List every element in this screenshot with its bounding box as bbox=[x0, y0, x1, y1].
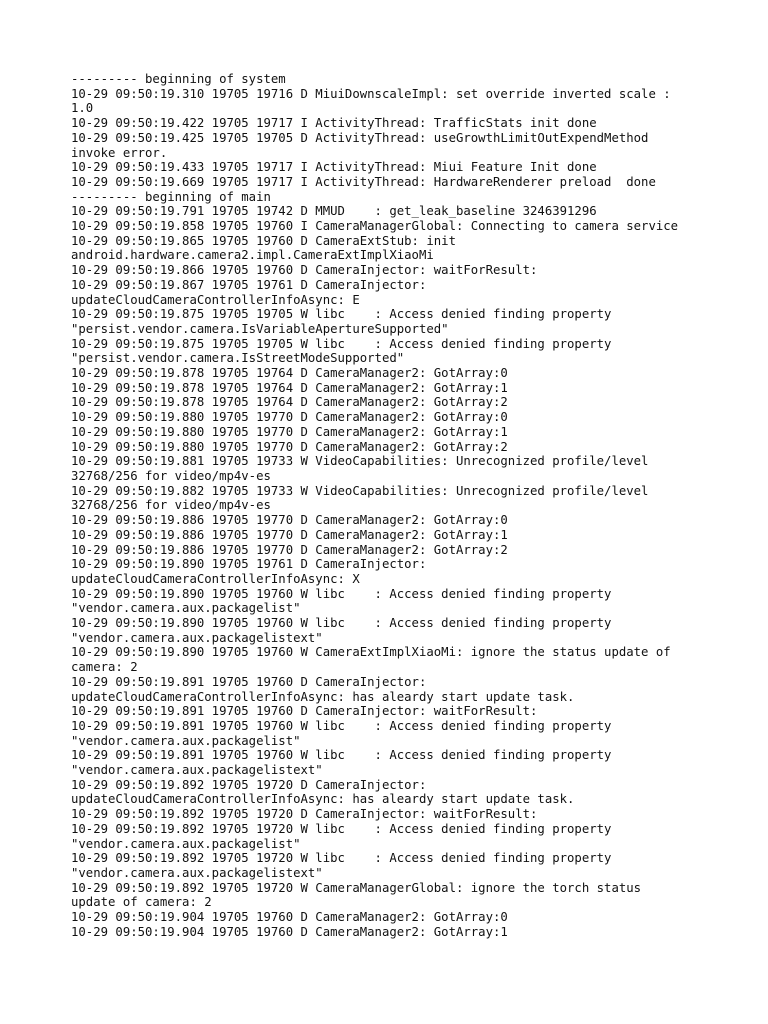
log-line: android.hardware.camera2.impl.CameraExtImplXiaoMi bbox=[71, 248, 434, 263]
log-line: 10-29 09:50:19.886 19705 19770 D CameraManager2: GotArray:1 bbox=[71, 527, 508, 542]
log-line: 10-29 09:50:19.858 19705 19760 I CameraManagerGlobal: Connecting to camera service bbox=[71, 219, 679, 234]
log-line: updateCloudCameraControllerInfoAsync: X bbox=[71, 571, 360, 586]
log-line: 10-29 09:50:19.881 19705 19733 W VideoCapabilities: Unrecognized profile/level bbox=[71, 454, 649, 469]
log-line: 10-29 09:50:19.669 19705 19717 I ActivityThread: HardwareRenderer preload done bbox=[71, 174, 656, 189]
log-line: 10-29 09:50:19.880 19705 19770 D CameraManager2: GotArray:0 bbox=[71, 410, 508, 425]
log-line: 10-29 09:50:19.310 19705 19716 D MiuiDownscaleImpl: set override inverted scale : bbox=[71, 86, 671, 101]
log-line: "vendor.camera.aux.packagelistext" bbox=[71, 763, 323, 778]
log-line: 10-29 09:50:19.904 19705 19760 D CameraManager2: GotArray:0 bbox=[71, 910, 508, 925]
log-line: 10-29 09:50:19.891 19705 19760 D CameraInjector: bbox=[71, 674, 427, 689]
log-line: 10-29 09:50:19.791 19705 19742 D MMUD : get_leak_baseline 3246391296 bbox=[71, 204, 597, 219]
log-line: 10-29 09:50:19.904 19705 19760 D CameraManager2: GotArray:1 bbox=[71, 924, 508, 939]
log-line: updateCloudCameraControllerInfoAsync: has aleardy start update task. bbox=[71, 689, 575, 704]
log-line: updateCloudCameraControllerInfoAsync: has aleardy start update task. bbox=[71, 792, 575, 807]
log-line: 10-29 09:50:19.867 19705 19761 D CameraInjector: bbox=[71, 277, 427, 292]
log-line: 32768/256 for video/mp4v-es bbox=[71, 468, 271, 483]
log-line: 10-29 09:50:19.886 19705 19770 D CameraManager2: GotArray:2 bbox=[71, 542, 508, 557]
log-line: "vendor.camera.aux.packagelistext" bbox=[71, 865, 323, 880]
log-line: 10-29 09:50:19.866 19705 19760 D CameraInjector: waitForResult: bbox=[71, 263, 538, 278]
log-line: 10-29 09:50:19.892 19705 19720 D CameraInjector: waitForResult: bbox=[71, 807, 538, 822]
log-line: 10-29 09:50:19.886 19705 19770 D CameraManager2: GotArray:0 bbox=[71, 513, 508, 528]
log-line: 10-29 09:50:19.875 19705 19705 W libc : Access denied finding property bbox=[71, 307, 612, 322]
log-line: 10-29 09:50:19.882 19705 19733 W VideoCapabilities: Unrecognized profile/level bbox=[71, 483, 649, 498]
log-line: 10-29 09:50:19.880 19705 19770 D CameraManager2: GotArray:2 bbox=[71, 439, 508, 454]
log-line: 10-29 09:50:19.890 19705 19760 W CameraExtImplXiaoMi: ignore the status update of bbox=[71, 645, 671, 660]
log-line: invoke error. bbox=[71, 145, 168, 160]
log-line: 10-29 09:50:19.890 19705 19760 W libc : Access denied finding property bbox=[71, 616, 612, 631]
log-line: 10-29 09:50:19.890 19705 19761 D CameraInjector: bbox=[71, 557, 427, 572]
log-line: "persist.vendor.camera.IsVariableApertureSupported" bbox=[71, 321, 449, 336]
log-line: 10-29 09:50:19.425 19705 19705 D ActivityThread: useGrowthLimitOutExpendMethod bbox=[71, 130, 649, 145]
log-line: --------- beginning of system bbox=[71, 72, 286, 86]
log-line: "vendor.camera.aux.packagelist" bbox=[71, 601, 301, 616]
log-line: 10-29 09:50:19.865 19705 19760 D CameraExtStub: init bbox=[71, 233, 456, 248]
log-line: "persist.vendor.camera.IsStreetModeSupported" bbox=[71, 351, 405, 366]
log-line: 10-29 09:50:19.891 19705 19760 W libc : Access denied finding property bbox=[71, 748, 612, 763]
log-line: 10-29 09:50:19.878 19705 19764 D CameraManager2: GotArray:0 bbox=[71, 366, 508, 381]
log-line: 10-29 09:50:19.892 19705 19720 W CameraManagerGlobal: ignore the torch status bbox=[71, 880, 642, 895]
log-line: "vendor.camera.aux.packagelist" bbox=[71, 836, 301, 851]
log-line: 10-29 09:50:19.891 19705 19760 W libc : Access denied finding property bbox=[71, 718, 612, 733]
log-line: 10-29 09:50:19.875 19705 19705 W libc : Access denied finding property bbox=[71, 336, 612, 351]
log-line: 10-29 09:50:19.891 19705 19760 D CameraInjector: waitForResult: bbox=[71, 704, 538, 719]
log-line: 10-29 09:50:19.892 19705 19720 D CameraInjector: bbox=[71, 777, 427, 792]
log-line: 10-29 09:50:19.880 19705 19770 D CameraManager2: GotArray:1 bbox=[71, 424, 508, 439]
log-line: --------- beginning of main bbox=[71, 189, 271, 204]
log-line: updateCloudCameraControllerInfoAsync: E bbox=[71, 292, 360, 307]
log-line: "vendor.camera.aux.packagelistext" bbox=[71, 630, 323, 645]
log-line: 10-29 09:50:19.422 19705 19717 I ActivityThread: TrafficStats init done bbox=[71, 116, 597, 131]
log-line: 10-29 09:50:19.433 19705 19717 I ActivityThread: Miui Feature Init done bbox=[71, 160, 597, 175]
log-line: 10-29 09:50:19.890 19705 19760 W libc : Access denied finding property bbox=[71, 586, 612, 601]
log-line: 10-29 09:50:19.892 19705 19720 W libc : Access denied finding property bbox=[71, 851, 612, 866]
log-line: "vendor.camera.aux.packagelist" bbox=[71, 733, 301, 748]
log-line: 10-29 09:50:19.878 19705 19764 D CameraManager2: GotArray:2 bbox=[71, 395, 508, 410]
log-line: 32768/256 for video/mp4v-es bbox=[71, 498, 271, 513]
log-text-block bbox=[71, 72, 711, 939]
log-line: 10-29 09:50:19.892 19705 19720 W libc : Access denied finding property bbox=[71, 821, 612, 836]
log-line: 10-29 09:50:19.878 19705 19764 D CameraManager2: GotArray:1 bbox=[71, 380, 508, 395]
log-line: camera: 2 bbox=[71, 660, 138, 675]
log-line: 1.0 bbox=[71, 101, 94, 116]
log-line: update of camera: 2 bbox=[71, 895, 212, 910]
